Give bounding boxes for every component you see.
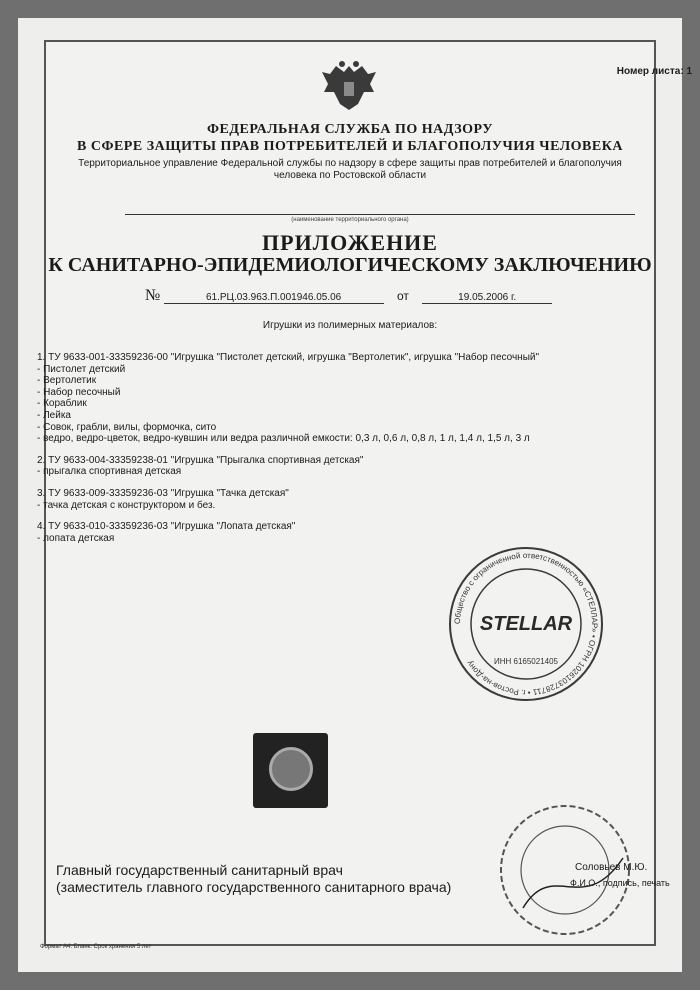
- document-title: ПРИЛОЖЕНИЕ: [262, 230, 438, 255]
- item-line: - Пистолет детский: [37, 363, 126, 375]
- hologram-sticker: [253, 733, 328, 808]
- product-list: [37, 352, 647, 554]
- item-line: - Вертолетик: [37, 375, 97, 387]
- territorial-department: Территориальное управление Федеральной службы по надзору в сфере защиты прав потребителей и благополучия человека по Ростовской области: [78, 158, 622, 181]
- document-subtitle: К САНИТАРНО-ЭПИДЕМИОЛОГИЧЕСКОМУ ЗАКЛЮЧЕНИЮ: [48, 254, 652, 276]
- list-item: [37, 455, 647, 478]
- item-line: - Набор песочный: [37, 386, 121, 398]
- item-line: - тачка детская с конструктором и без.: [37, 499, 216, 511]
- item-line: - лопата детская: [37, 532, 115, 544]
- item-line: - прыгалка спортивная детская: [37, 466, 182, 478]
- number-symbol: №: [145, 287, 161, 304]
- org-underline: [125, 214, 635, 215]
- seal-brand: STELLAR: [479, 613, 573, 635]
- list-item: [37, 352, 647, 445]
- hologram-emblem-icon: [269, 747, 313, 791]
- agency-name-line2: В СФЕРЕ ЗАЩИТЫ ПРАВ ПОТРЕБИТЕЛЕЙ И БЛАГОПОЛУЧИЯ ЧЕЛОВЕКА: [77, 139, 623, 154]
- sheet-number: Номер листа: 1: [616, 66, 692, 77]
- item-line: - Лейка: [37, 409, 71, 421]
- org-caption: (наименование территориального органа): [291, 217, 409, 223]
- signature-block: [56, 862, 451, 896]
- item-heading: 2. ТУ 9633-004-33359238-01 "Игрушка "Прыгалка спортивная детская": [37, 454, 364, 466]
- item-heading: 1. ТУ 9633-001-33359236-00 "Игрушка "Пистолет детский, игрушка "Вертолетик", игрушка "Набор песочный": [37, 352, 540, 363]
- company-seal-stamp: [446, 544, 606, 704]
- item-line: - ведро, ведро-цветок, ведро-кувшин или ведра различной емкости: 0,3 л, 0,6 л, 0,8 л, 1 л, 1,4 л, 1,5 л, 3 л: [37, 433, 530, 445]
- item-heading: 3. ТУ 9633-009-33359236-03 "Игрушка "Тачка детская": [37, 487, 289, 499]
- item-heading: 4. ТУ 9633-010-33359236-03 "Игрушка "Лопата детская": [37, 521, 296, 533]
- signature-caption: Ф.И.О., подпись, печать: [570, 878, 670, 888]
- seal-ring-text: Общество с ограниченной ответственностью «СТЕЛЛАР» • ОГРН 1026103728711 • г. Ростов-на-Дону: [452, 550, 600, 698]
- seal-inn: ИНН 6165021405: [493, 657, 559, 666]
- item-line: - Совок, грабли, вилы, формочка, сито: [37, 421, 217, 433]
- list-item: [37, 488, 647, 511]
- list-item: [37, 521, 647, 544]
- document-date: 19.05.2006 г.: [422, 292, 552, 304]
- signatory-title: Главный государственный санитарный врач: [56, 862, 343, 878]
- product-subject: Игрушки из полимерных материалов:: [262, 320, 438, 331]
- document-number: 61.РЦ.03.963.П.001946.05.06: [164, 292, 384, 304]
- item-line: - Кораблик: [37, 398, 87, 410]
- document-number-row: [145, 287, 552, 305]
- signatory-title-alt: (заместитель главного государственного санитарного врача): [56, 879, 452, 895]
- date-prefix: от: [396, 289, 409, 303]
- form-footnote: Формат А4. Бланк. Срок хранения 5 лет: [40, 944, 152, 950]
- agency-name-line1: ФЕДЕРАЛЬНАЯ СЛУЖБА ПО НАДЗОРУ: [206, 122, 493, 137]
- signer-name: Соловьев М.Ю.: [575, 862, 648, 873]
- double-headed-eagle-icon: [318, 58, 380, 116]
